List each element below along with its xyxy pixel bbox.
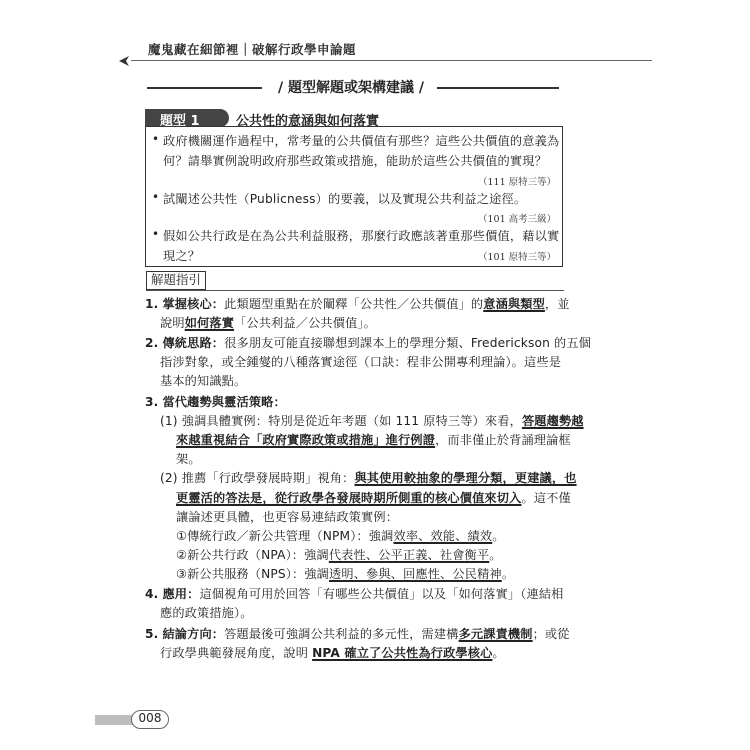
section-title: / 題型解題或架構建議 /: [278, 80, 424, 96]
point-1-number: 1.: [145, 297, 159, 311]
point-3-text: 。: [501, 567, 515, 581]
point-3-sub-1-line-2: [176, 431, 571, 448]
question-heading: 公共性的意涵與如何落實: [236, 114, 380, 129]
point-3-text: ③新公共服務（NPS）：強調: [176, 567, 330, 581]
point-4-text: 這個視角可用於回答「有哪些公共價值」以及「如何落實」（連結相: [199, 587, 564, 601]
point-5-emphasis: 多元課責機制: [458, 627, 533, 641]
section-rule-right: [437, 87, 559, 89]
point-3-sub-1-line-3: 架。: [176, 452, 201, 466]
question-1-source: （111 原特三等）: [478, 177, 557, 188]
point-3-example-2: [176, 546, 502, 563]
arrow-left-icon: [118, 55, 130, 67]
point-1-line-2: [160, 314, 376, 331]
point-1-text: 此類題型重點在於闡釋「公共性／公共價值」的: [224, 297, 484, 311]
point-2-line-2: 指涉對象，或全鍾燮的八種落實途徑（口訣：程非公開專利理論）。這些是: [160, 355, 562, 369]
point-1-text: ，並: [544, 297, 570, 311]
question-badge-label: 題型 1: [160, 114, 200, 129]
point-3-emphasis: 更靈活的答法是，從行政學各發展時期所側重的核心價值來切入: [176, 491, 522, 505]
bullet-icon: •: [152, 227, 160, 241]
point-3-text: 。這不僅: [521, 491, 571, 505]
point-3-text: ①傳統行政／新公共管理（NPM）：強調: [176, 529, 394, 543]
point-5-text: 行政學典範發展角度，說明: [160, 646, 313, 660]
point-1-text: 說明: [160, 316, 185, 330]
point-2-line-1: [145, 334, 591, 351]
question-1-line-1: 政府機關運作過程中，常考量的公共價值有那些？這些公共價值的意義為: [163, 134, 560, 148]
section-rule-left: [147, 87, 262, 89]
point-3-sub-2-line-3: 讓論述更具體，也更容易連結政策實例：: [176, 510, 399, 524]
page-number: 008: [138, 711, 162, 725]
point-1-text: 「公共利益／公共價值」。: [234, 316, 376, 330]
point-3-text: (1) 強調具體實例：特別是從近年考題（如 111 原特三等）來看，: [160, 414, 522, 428]
point-3-text: ②新公共行政（NPA）：強調: [176, 548, 329, 562]
point-3-sub-1-line-1: [160, 412, 584, 429]
point-3-text: 。: [492, 529, 505, 543]
point-4-line-2: 應的政策措施）。: [160, 606, 253, 620]
point-3-text: 。: [489, 548, 502, 562]
point-4-heading: 應用：: [162, 587, 200, 601]
point-1-emphasis: 如何落實: [184, 316, 235, 330]
guide-label: 解題指引: [146, 271, 206, 290]
point-1-line-1: [145, 295, 570, 312]
point-3-text: ，而非僅止於背誦理論框: [435, 433, 571, 447]
point-3-emphasis: 答題趨勢越: [521, 414, 584, 428]
point-3-sub-2-line-1: [160, 469, 577, 486]
question-3-source: （101 原特三等）: [478, 252, 557, 263]
point-3-text: (2) 推薦「行政學發展時期」視角：: [160, 471, 355, 485]
point-3-line-1: [145, 393, 286, 410]
point-3-example-3: [176, 565, 514, 582]
point-1-heading: 掌握核心：: [162, 297, 225, 311]
point-2-number: 2.: [145, 336, 159, 350]
point-2-heading: 傳統思路：: [162, 336, 225, 350]
point-3-number: 3.: [145, 395, 159, 409]
question-2-line-1: 試闡述公共性（Publicness）的要義，以及實現公共利益之途徑。: [163, 192, 527, 206]
point-5-line-2: [160, 644, 505, 661]
bullet-icon: •: [152, 190, 160, 204]
point-5-emphasis: NPA 確立了公共性為行政學核心: [312, 646, 493, 660]
point-5-text: 。: [492, 646, 505, 660]
guide-rule: [146, 290, 564, 291]
point-1-emphasis: 意涵與類型: [483, 297, 545, 311]
question-3-line-2: 現之？: [163, 249, 201, 263]
question-1-line-2: 何？請舉實例說明政府那些政策或措施，能助於這些公共價值的實現？: [163, 154, 548, 168]
book-title: 魔鬼藏在細節裡｜破解行政學申論題: [148, 42, 357, 57]
point-3-heading: 當代趨勢與靈活策略：: [162, 395, 286, 409]
point-3-sub-2-line-2: [176, 489, 571, 506]
point-4-line-1: [145, 585, 564, 602]
point-5-text: ；或從: [532, 627, 570, 641]
point-5-line-1: [145, 625, 570, 642]
point-3-emphasis: 來越重視結合「政府實際政策或措施」進行例證: [176, 433, 436, 447]
point-3-emphasis: 與其使用較抽象的學理分類，更建議，也: [354, 471, 577, 485]
header-rule: [131, 60, 652, 61]
point-5-heading: 結論方向：: [162, 627, 225, 641]
question-3-line-1: 假如公共行政是在為公共利益服務，那麼行政應該著重那些價值，藉以實: [163, 229, 560, 243]
point-3-emphasis: 透明、參與、回應性、公民精神: [329, 567, 502, 581]
point-3-example-1: [176, 527, 505, 544]
question-2-source: （101 高考三級）: [478, 214, 557, 225]
bullet-icon: •: [152, 132, 160, 146]
point-3-emphasis: 效率、效能、績效: [393, 529, 493, 543]
point-3-emphasis: 代表性、公平正義、社會衡平: [328, 548, 490, 562]
point-2-line-3: 基本的知識點。: [160, 374, 247, 388]
point-5-text: 答題最後可強調公共利益的多元性，需建構: [224, 627, 459, 641]
point-2-text: 很多朋友可能直接聯想到課本上的學理分類、Frederickson 的五個: [224, 336, 592, 350]
point-4-number: 4.: [145, 587, 159, 601]
point-5-number: 5.: [145, 627, 159, 641]
